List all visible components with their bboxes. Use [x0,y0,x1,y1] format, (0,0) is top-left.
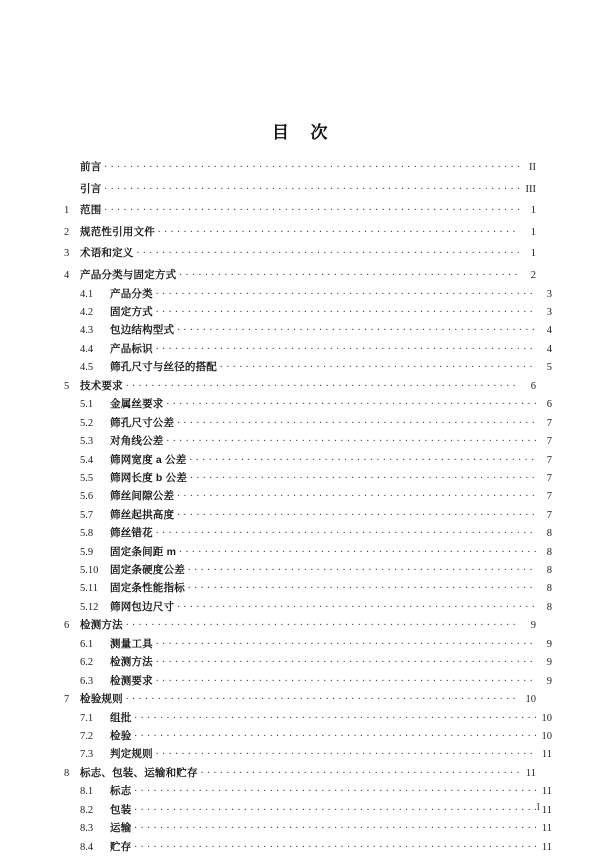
toc-entry[interactable] [64,305,552,318]
toc-dot-leader [134,784,536,794]
toc-entry[interactable] [64,268,536,281]
toc-entry-page-number: 11 [541,841,552,853]
toc-dot-leader [104,182,520,192]
toc-dot-leader [134,840,536,850]
toc-entry[interactable] [64,379,536,392]
toc-entry-label: 前言 [80,161,102,173]
toc-entry-page-number: 7 [546,472,552,484]
toc-entry-page-number: III [525,183,536,195]
toc-entry[interactable] [64,655,552,668]
toc-dot-leader [177,600,536,610]
toc-entry[interactable] [64,287,552,300]
toc-dot-leader [177,323,536,333]
toc-dot-leader [190,471,536,481]
toc-dot-leader [179,268,520,278]
toc-entry-page-number: 3 [546,307,552,319]
toc-entry-page-number: 6 [546,399,552,411]
toc-entry-label: 固定条硬度公差 [110,563,185,576]
toc-entry-label: 范围 [80,204,102,217]
toc-entry-number: 5.2 [80,417,94,429]
toc-entry-page-number: 8 [546,583,552,595]
toc-entry-label: 组批 [110,711,132,724]
toc-dot-leader [188,581,536,591]
toc-entry-number: 5.11 [80,583,98,595]
toc-entry-number: 5.4 [80,454,94,466]
toc-entry[interactable] [64,692,536,705]
toc-entry-number: 5 [64,380,70,392]
toc-entry[interactable] [64,711,552,724]
toc-entry-label: 筛网包边尺寸 [110,600,175,613]
toc-entry[interactable] [64,784,552,797]
toc-dot-leader [104,203,520,213]
toc-entry[interactable] [64,360,552,373]
toc-entry-number: 5.3 [80,436,94,448]
toc-entry[interactable] [64,489,552,502]
toc-entry-label: 检验规则 [80,693,123,705]
toc-entry-page-number: 4 [546,343,552,355]
toc-entry-page-number: 10 [525,694,536,705]
toc-dot-leader [137,246,521,256]
toc-dot-leader [104,160,520,170]
toc-entry-number: 2 [64,226,70,238]
toc-entry-number: 5.10 [80,564,99,576]
toc-entry-number: 5.6 [80,491,94,503]
toc-entry-page-number: II [529,162,536,173]
toc-entry-label: 筛丝间隙公差 [110,490,175,503]
toc-entry[interactable] [64,545,552,558]
toc-entry-page-number: 6 [530,380,536,392]
toc-entry-label: 规范性引用文件 [80,225,155,238]
toc-entry-page-number: 11 [541,786,552,798]
toc-entry-page-number: 1 [530,226,536,238]
toc-entry-number: 6.2 [80,657,94,669]
toc-entry-label: 判定规则 [110,748,153,761]
toc-entry[interactable] [64,508,552,521]
toc-entry-page-number: 10 [541,712,552,724]
toc-dot-leader [126,379,520,389]
toc-dot-leader [126,618,520,628]
toc-entry[interactable] [64,225,536,238]
toc-entry[interactable] [64,160,536,173]
toc-dot-leader [167,434,537,444]
toc-dot-leader [220,360,536,370]
toc-entry[interactable] [64,729,552,742]
toc-entry-page-number: 11 [541,804,552,816]
toc-entry-label: 固定条性能指标 [110,582,185,595]
toc-entry[interactable] [64,397,552,410]
toc-entry-number: 4.3 [80,325,94,337]
toc-entry-page-number: 9 [546,638,552,650]
toc-entry-label: 标志 [110,785,132,798]
toc-entry-label: 筛网长度 b 公差 [110,471,188,484]
page-title: 目 次 [272,123,328,142]
toc-entry[interactable] [64,803,552,816]
toc-dot-leader [201,766,520,776]
toc-entry-number: 5.5 [80,472,94,484]
toc-entry[interactable] [64,526,552,539]
toc-entry-number: 7.3 [80,749,94,761]
toc-dot-leader [189,453,536,463]
toc-entry-number: 7.1 [80,712,94,724]
toc-dot-leader [156,305,536,315]
toc-entry-label: 筛丝起拱高度 [110,508,175,521]
toc-entry-label: 金属丝要求 [110,398,164,411]
toc-dot-leader [179,545,536,555]
toc-entry-number: 7.2 [80,731,94,743]
toc-dot-leader [134,711,536,721]
toc-dot-leader [177,508,536,518]
toc-entry-label: 检测要求 [110,674,153,687]
toc-dot-leader [156,655,536,665]
toc-entry[interactable] [64,453,552,466]
table-of-contents-list [64,160,552,858]
toc-entry-label: 包装 [110,803,132,816]
toc-entry-page-number: 8 [546,564,552,576]
toc-entry[interactable] [64,203,536,216]
toc-entry-number: 5.9 [80,546,94,558]
toc-dot-leader [177,416,536,426]
toc-entry[interactable] [64,637,552,650]
toc-entry-label: 检测方法 [110,656,153,669]
toc-entry-page-number: 10 [541,731,552,743]
toc-entry-label: 固定方式 [110,306,153,319]
toc-entry[interactable] [64,563,552,576]
toc-entry-number: 6 [64,620,70,632]
toc-dot-leader [126,692,520,702]
toc-entry-number: 6.3 [80,675,94,687]
toc-entry-page-number: 7 [546,509,552,521]
toc-entry[interactable] [64,600,552,613]
toc-dot-leader [156,747,536,757]
toc-entry[interactable] [64,246,536,259]
toc-entry[interactable] [64,581,552,594]
toc-entry-page-number: 11 [541,749,552,761]
toc-entry-label: 检验 [110,730,132,743]
toc-entry-number: 8.4 [80,841,94,853]
toc-entry[interactable] [64,342,552,355]
toc-entry-label: 引言 [80,182,102,195]
toc-entry[interactable] [64,821,552,834]
toc-entry-number: 3 [64,248,70,260]
toc-entry-label: 筛丝错花 [110,527,153,540]
toc-dot-leader [156,342,536,352]
toc-entry[interactable] [64,747,552,760]
toc-entry-number: 4 [64,270,70,282]
toc-dot-leader [134,803,536,813]
toc-entry-page-number: 11 [525,767,536,779]
toc-entry-label: 运输 [110,822,132,835]
toc-entry-label: 筛孔尺寸公差 [110,416,175,429]
toc-entry[interactable] [64,434,552,447]
toc-entry-number: 4.1 [80,288,94,300]
toc-entry-page-number: 9 [546,657,552,669]
toc-entry-label: 对角线公差 [110,435,164,448]
toc-entry-page-number: 5 [546,362,552,374]
toc-entry-label: 贮存 [110,840,132,853]
toc-entry-label: 术语和定义 [80,247,134,260]
toc-entry-number: 1 [64,205,70,217]
toc-dot-leader [156,637,536,647]
toc-entry-page-number: 7 [546,491,552,503]
toc-entry-label: 产品分类与固定方式 [80,269,177,282]
toc-entry-number: 8 [64,767,70,779]
toc-entry-page-number: 8 [546,528,552,540]
toc-entry[interactable] [64,674,552,687]
toc-entry-page-number: 11 [541,823,552,835]
toc-entry-label: 技术要求 [80,379,123,392]
toc-entry-number: 5.1 [80,399,94,411]
toc-entry-number: 5.8 [80,528,94,540]
toc-entry-label: 包边结构型式 [110,324,175,337]
toc-entry[interactable] [64,766,536,779]
toc-dot-leader [156,526,536,536]
toc-dot-leader [158,225,520,235]
toc-entry-label: 标志、包装、运输和贮存 [80,766,198,779]
toc-entry[interactable] [64,618,536,631]
footer-page-number: I [536,802,540,813]
toc-entry-page-number: 3 [546,288,552,300]
toc-entry-page-number: 1 [530,205,536,217]
toc-entry-page-number: 2 [530,270,536,282]
toc-entry[interactable] [64,471,552,484]
toc-entry-number: 8.2 [80,804,94,816]
toc-dot-leader [188,563,536,573]
toc-entry-label: 测量工具 [110,637,153,650]
toc-entry-page-number: 4 [546,325,552,337]
toc-entry-page-number: 7 [546,417,552,429]
toc-entry-number: 6.1 [80,638,94,650]
toc-entry-number: 8.3 [80,823,94,835]
toc-entry-number: 8.1 [80,786,94,798]
toc-entry-number: 7 [64,694,70,705]
toc-entry[interactable] [64,182,536,195]
toc-entry[interactable] [64,323,552,336]
toc-entry-page-number: 9 [546,675,552,687]
toc-entry-page-number: 8 [546,546,552,558]
toc-entry-label: 固定条间距 m [110,545,177,558]
toc-dot-leader [167,397,537,407]
toc-entry-page-number: 7 [546,436,552,448]
toc-entry-label: 筛孔尺寸与丝径的搭配 [110,361,217,374]
toc-entry-number: 4.5 [80,362,94,374]
toc-entry-number: 5.7 [80,509,94,521]
toc-entry-number: 5.12 [80,601,99,613]
toc-entry-label: 筛网宽度 a 公差 [110,453,187,466]
toc-entry-page-number: 8 [546,601,552,613]
toc-entry-page-number: 1 [530,248,536,260]
toc-entry-page-number: 9 [530,620,536,632]
toc-entry[interactable] [64,416,552,429]
toc-dot-leader [134,821,536,831]
toc-entry-number: 4.4 [80,343,94,355]
toc-entry[interactable] [64,840,552,853]
toc-dot-leader [177,489,536,499]
toc-entry-number: 4.2 [80,307,94,319]
toc-dot-leader [156,674,536,684]
toc-dot-leader [156,287,536,297]
toc-entry-page-number: 7 [546,454,552,466]
toc-entry-label: 检测方法 [80,619,123,632]
toc-entry-label: 产品分类 [110,287,153,300]
toc-dot-leader [134,729,536,739]
toc-entry-label: 产品标识 [110,342,153,355]
